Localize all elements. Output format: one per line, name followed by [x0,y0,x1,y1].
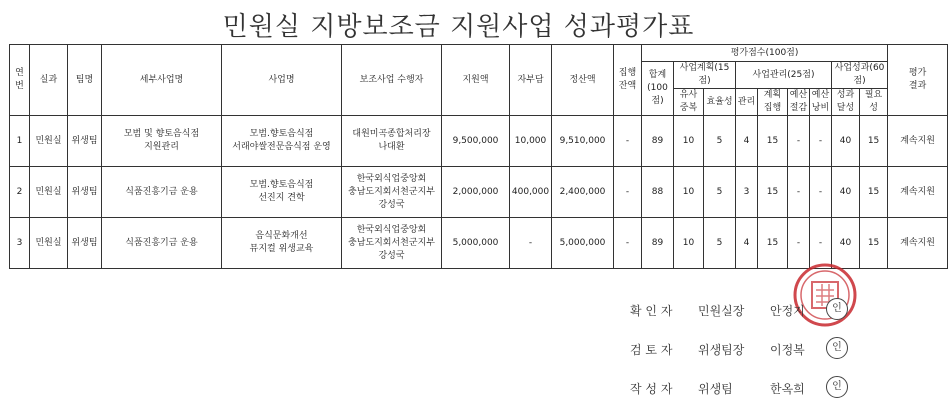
seal-mark: 인 [826,376,848,398]
cell-self: 10,000 [510,116,552,167]
cell-eff: 5 [704,218,736,269]
cell-saving: - [788,167,810,218]
cell-dup: 10 [674,116,704,167]
header-mgmt-waste: 예산 낭비 [810,89,832,116]
cell-detail: 식품진흥기금 운용 [102,167,222,218]
cell-remain: - [614,167,642,218]
table-row [10,167,948,218]
cell-performer: 한국외식업중앙회 충남도지회서천군지부 강성국 [342,218,442,269]
cell-no: 2 [10,167,30,218]
header-mgmt-exec: 계획 집행 [758,89,788,116]
header-mgmt-saving: 예산 절감 [788,89,810,116]
header-performer: 보조사업 수행자 [342,45,442,116]
cell-remain: - [614,218,642,269]
header-plan-dup: 유사 중복 [674,89,704,116]
cell-performer: 한국외식업중앙회 충남도지회서천군지부 강성국 [342,167,442,218]
cell-team: 위생팀 [68,116,102,167]
cell-eff: 5 [704,167,736,218]
header-result: 사업성과(60점) [832,62,888,89]
cell-settle: 2,400,000 [552,167,614,218]
header-eval: 평가 결과 [888,45,948,116]
cell-manage: 3 [736,167,758,218]
cell-eff: 5 [704,116,736,167]
cell-support: 9,500,000 [442,116,510,167]
evaluation-table [9,44,948,269]
signer-name: 한옥희 [770,382,805,396]
cell-project: 음식문화개선 뮤지컬 위생교육 [222,218,342,269]
cell-eval: 계속지원 [888,167,948,218]
cell-dept: 민원실 [30,218,68,269]
cell-dept: 민원실 [30,167,68,218]
cell-dup: 10 [674,218,704,269]
header-mgmt: 사업관리(25점) [736,62,832,89]
header-support: 지원액 [442,45,510,116]
header-team: 팀명 [68,45,102,116]
cell-waste: - [810,116,832,167]
cell-dept: 민원실 [30,116,68,167]
header-settle: 정산액 [552,45,614,116]
seal-mark: 인 [826,298,848,320]
signer-role: 검 토 자 [630,343,673,357]
table-row [10,218,948,269]
cell-project: 모범.향토음식점 선진지 견학 [222,167,342,218]
header-self: 자부담 [510,45,552,116]
signer-name: 안정지 [770,304,805,318]
cell-saving: - [788,116,810,167]
header-result-achieve: 성과 달성 [832,89,860,116]
header-total: 합계 (100점) [642,62,674,116]
cell-performer: 대원미곡종합처리장 나대환 [342,116,442,167]
cell-team: 위생팀 [68,167,102,218]
signer-role: 작 성 자 [630,382,673,396]
header-score: 평가점수(100점) [642,45,888,62]
header-no: 연번 [10,45,30,116]
signer-position: 민원실장 [698,304,745,318]
cell-self: - [510,218,552,269]
cell-need: 15 [860,218,888,269]
cell-need: 15 [860,167,888,218]
signer-name: 이정복 [770,343,805,357]
cell-exec: 15 [758,218,788,269]
header-dept: 실과 [30,45,68,116]
cell-waste: - [810,167,832,218]
cell-exec: 15 [758,167,788,218]
header-remain: 집행 잔액 [614,45,642,116]
document-title: 민원실 지방보조금 지원사업 성과평가표 [222,12,695,42]
cell-need: 15 [860,116,888,167]
cell-settle: 5,000,000 [552,218,614,269]
cell-exec: 15 [758,116,788,167]
header-plan-eff: 효율성 [704,89,736,116]
header-plan: 사업계획(15점) [674,62,736,89]
seal-mark: 인 [826,337,848,359]
cell-manage: 4 [736,218,758,269]
cell-settle: 9,510,000 [552,116,614,167]
cell-eval: 계속지원 [888,116,948,167]
cell-total: 88 [642,167,674,218]
cell-no: 3 [10,218,30,269]
cell-total: 89 [642,116,674,167]
cell-detail: 식품진흥기금 운용 [102,218,222,269]
cell-dup: 10 [674,167,704,218]
header-result-need: 필요성 [860,89,888,116]
cell-remain: - [614,116,642,167]
cell-eval: 계속지원 [888,218,948,269]
cell-support: 5,000,000 [442,218,510,269]
cell-achieve: 40 [832,167,860,218]
signer-position: 위생팀 [698,382,733,396]
cell-support: 2,000,000 [442,167,510,218]
cell-waste: - [810,218,832,269]
cell-achieve: 40 [832,116,860,167]
cell-total: 89 [642,218,674,269]
cell-saving: - [788,218,810,269]
cell-achieve: 40 [832,218,860,269]
cell-manage: 4 [736,116,758,167]
table-row [10,116,948,167]
cell-no: 1 [10,116,30,167]
cell-project: 모범.향토음식점 서래야쌀전문음식점 운영 [222,116,342,167]
signer-position: 위생팀장 [698,343,745,357]
signer-role: 확 인 자 [630,304,673,318]
header-project: 사업명 [222,45,342,116]
header-detail: 세부사업명 [102,45,222,116]
header-mgmt-manage: 관리 [736,89,758,116]
cell-self: 400,000 [510,167,552,218]
cell-team: 위생팀 [68,218,102,269]
cell-detail: 모범 및 향토음식점 지원관리 [102,116,222,167]
